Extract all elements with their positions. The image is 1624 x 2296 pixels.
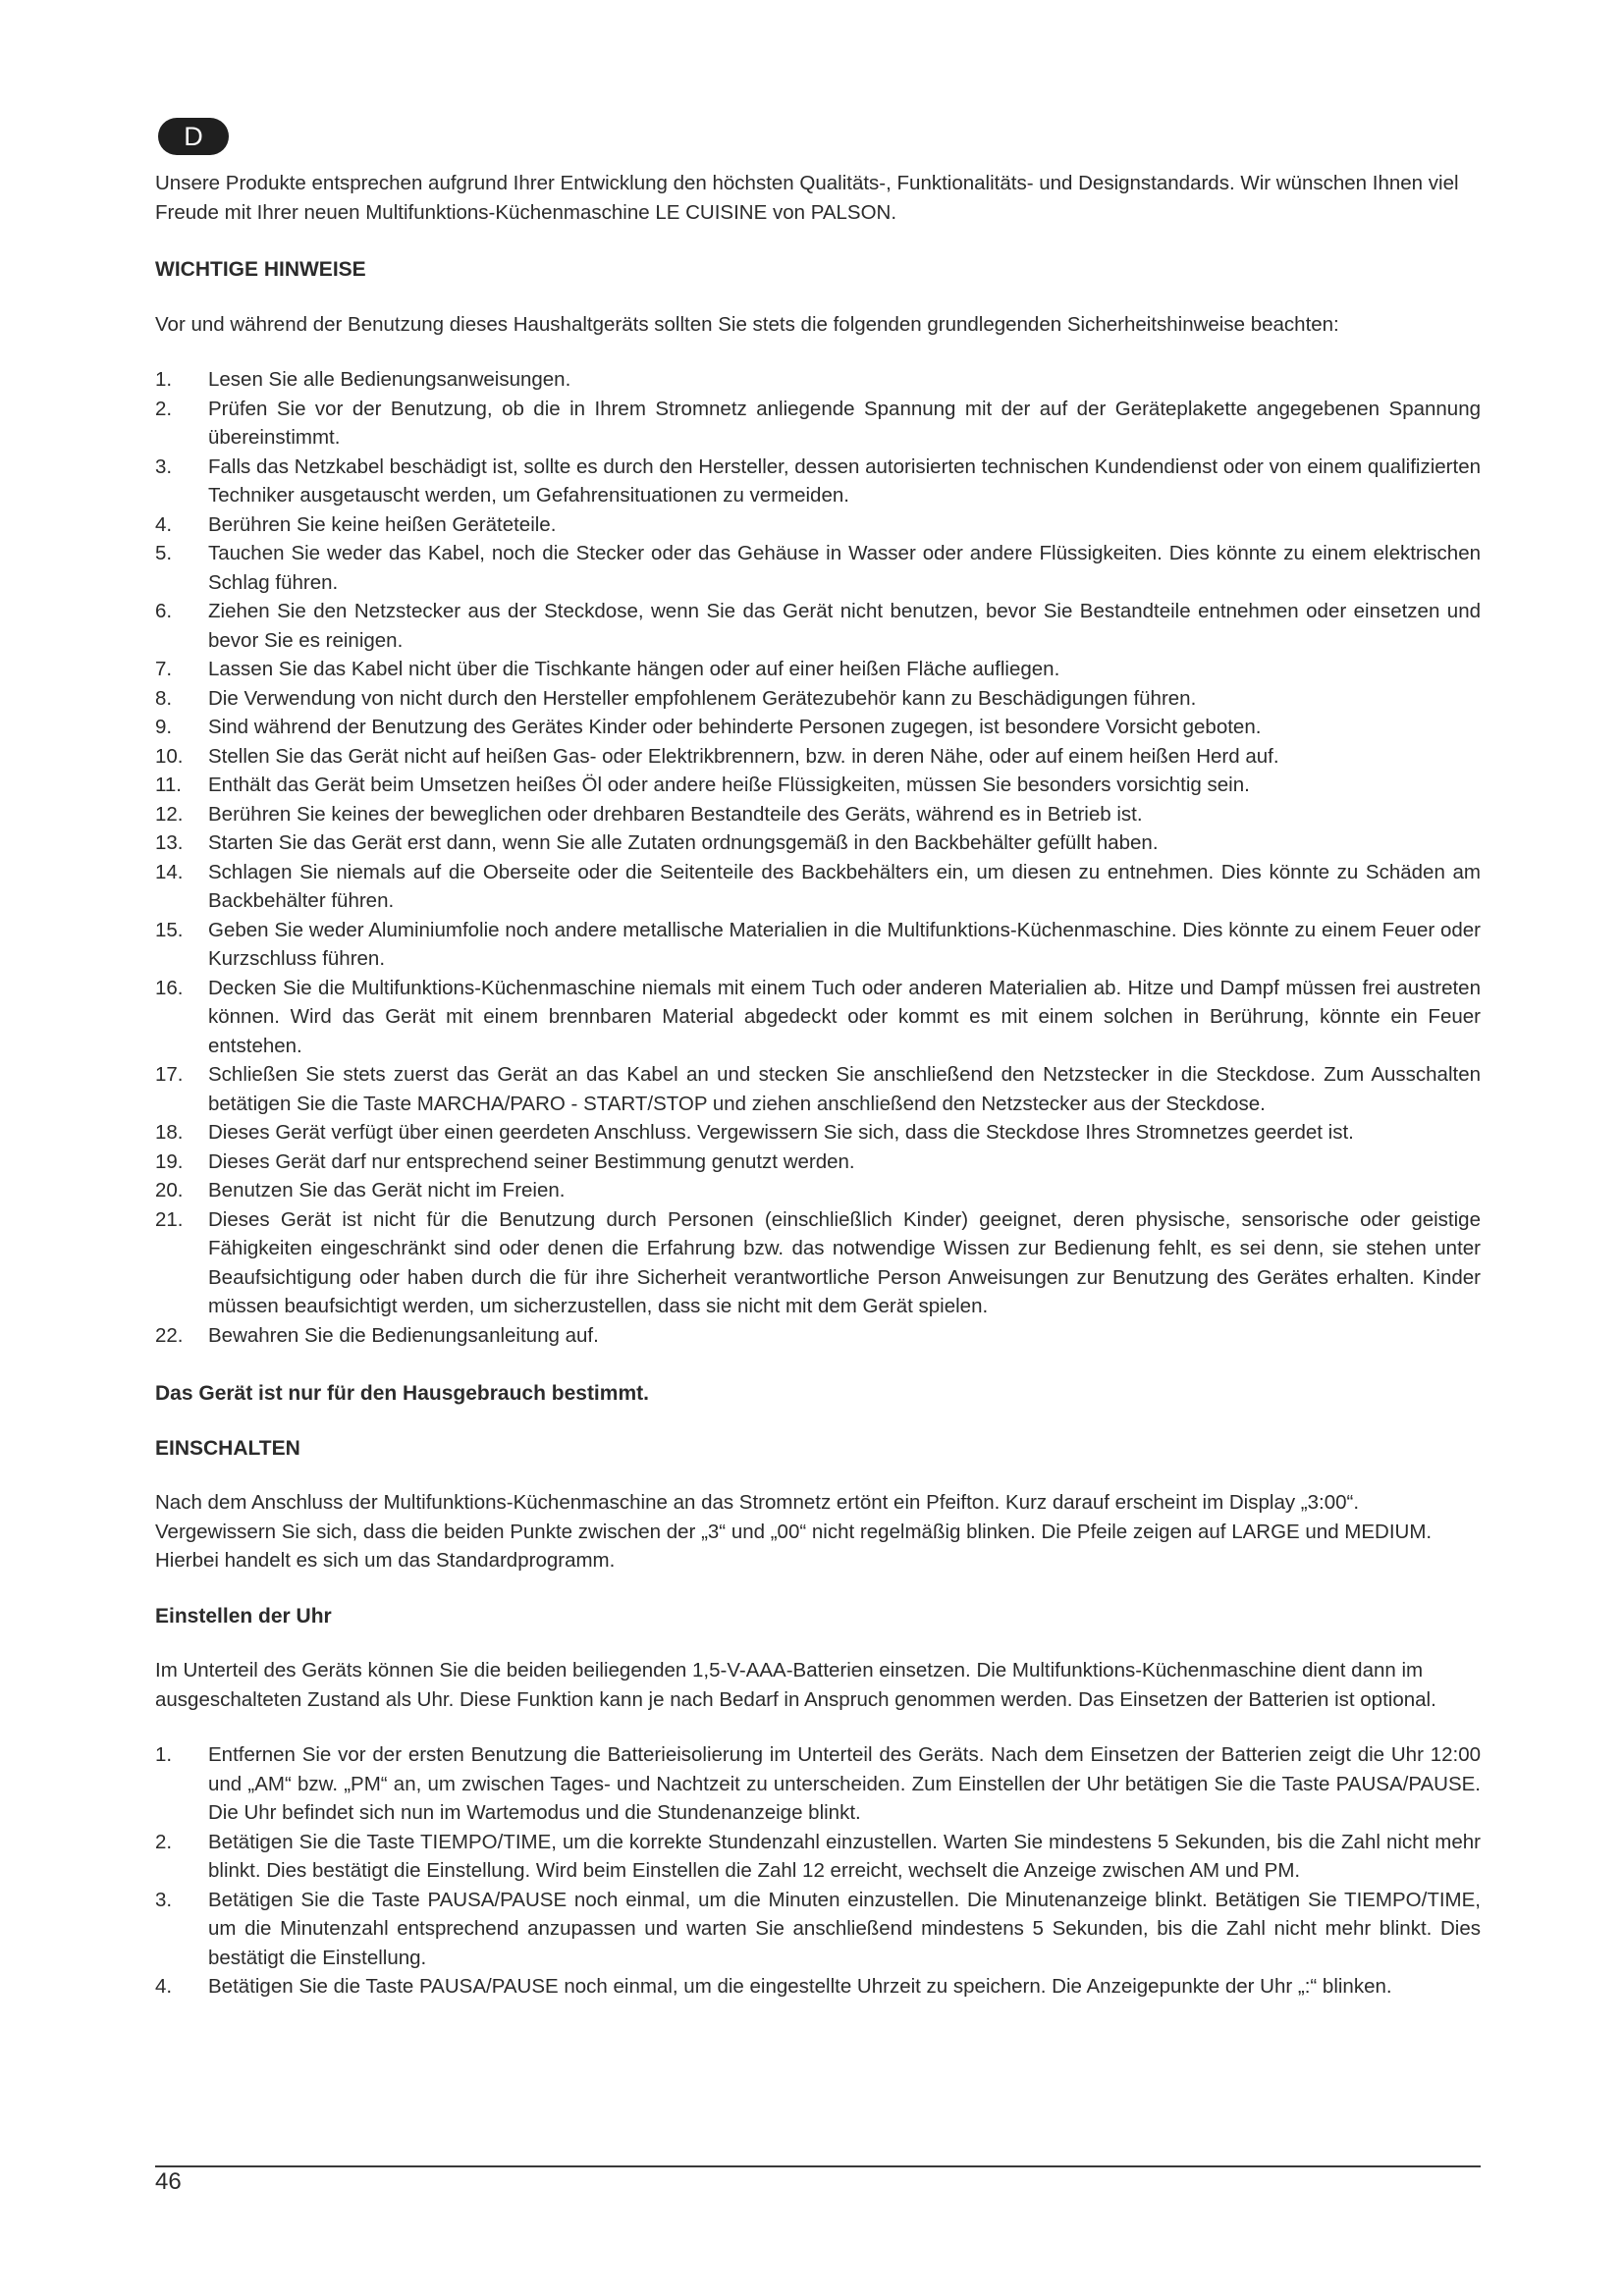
list-item (155, 1321, 1481, 1351)
list-item-number: 2. (155, 397, 173, 420)
list-item-number: 16. (155, 976, 184, 999)
list-item-text: Lesen Sie alle Bedienungsanweisungen. (208, 368, 571, 391)
list-item-number: 18. (155, 1121, 184, 1144)
list-item-number: 12. (155, 802, 184, 826)
list-item-text: Betätigen Sie die Taste PAUSA/PAUSE noch einmal, um die eingestellte Uhrzeit zu speichern. Die Anzeigepunkte der Uhr „:“ blinken. (208, 1975, 1392, 1998)
list-item (155, 539, 1481, 597)
list-item (155, 974, 1481, 1061)
list-item (155, 1148, 1481, 1177)
list-item-text: Die Verwendung von nicht durch den Hersteller empfohlenem Gerätezubehör kann zu Beschädigungen führen. (208, 686, 1197, 710)
list-item (155, 1886, 1481, 1973)
list-item (155, 453, 1481, 510)
list-item-text: Dieses Gerät ist nicht für die Benutzung durch Personen (einschließlich Kinder) geeignet, deren physische, sensorische oder geistige Fähigkeiten eingeschränkt sind oder denen die Erfahrung bzw. das notwendige Wissen zur Bedienung fehlt, es sei denn, sie stehen unter Beaufsichtigung oder haben durch die für ihre Sicherheit verantwortliche Person Anweisungen zur Benutzung des Gerätes erhalten. Kinder müssen beaufsichtigt werden, um sicherzustellen, dass sie nicht mit dem Gerät spielen. (208, 1207, 1481, 1317)
list-item (155, 655, 1481, 684)
section-title-switch-on: EINSCHALTEN (155, 1436, 300, 1460)
list-item-text: Stellen Sie das Gerät nicht auf heißen Gas- oder Elektrikbrennern, bzw. in deren Nähe, oder auf einem heißen Herd auf. (208, 744, 1279, 768)
list-item (155, 771, 1481, 800)
list-item-text: Sind während der Benutzung des Gerätes Kinder oder behinderte Personen zugegen, ist besondere Vorsicht geboten. (208, 716, 1262, 738)
list-item-number: 1. (155, 1743, 173, 1766)
list-item-text: Entfernen Sie vor der ersten Benutzung die Batterieisolierung im Unterteil des Geräts. Nach dem Einsetzen der Batterien zeigt die Uhr 12:00 und „AM“ bzw. „PM“ an, um zwischen Tages- und Nachtzeit zu unterscheiden. Zum Einstellen der Uhr betätigen Sie die Taste PAUSA/PAUSE. Die Uhr befindet sich nun im Wartemodus und die Stundenanzeige blinkt. (208, 1743, 1481, 1824)
list-item-number: 22. (155, 1323, 184, 1347)
list-item-number: 9. (155, 716, 173, 738)
list-item (155, 1828, 1481, 1886)
list-item (155, 395, 1481, 453)
list-item (155, 510, 1481, 540)
list-item (155, 742, 1481, 772)
list-item-number: 4. (155, 1975, 173, 1998)
section-title-clock: Einstellen der Uhr (155, 1604, 332, 1628)
document-body (155, 169, 1481, 2031)
list-item-number: 19. (155, 1149, 184, 1173)
list-item-text: Berühren Sie keines der beweglichen oder drehbaren Bestandteile des Geräts, während es in Betrieb ist. (208, 802, 1143, 826)
list-item (155, 365, 1481, 395)
list-item-number: 3. (155, 1888, 173, 1911)
clock-intro-paragraph: Im Unterteil des Geräts können Sie die beiden beiliegenden 1,5-V-AAA-Batterien einsetzen. Die Multifunktions-Küchenmaschine dient dann im ausgeschalteten Zustand als Uhr. Diese Funktion kann je nach Bedarf in Anspruch genommen werden. Das Einsetzen der Batterien ist optional. (155, 1659, 1436, 1711)
footer-divider (155, 2165, 1481, 2167)
list-item-text: Dieses Gerät darf nur entsprechend seiner Bestimmung genutzt werden. (208, 1149, 855, 1173)
list-item-text: Geben Sie weder Aluminiumfolie noch andere metallische Materialien in die Multifunktions-Küchenmaschine. Dies könnte zu einem Feuer oder Kurzschluss führen. (208, 918, 1481, 970)
list-item-text: Benutzen Sie das Gerät nicht im Freien. (208, 1179, 566, 1201)
list-item (155, 597, 1481, 655)
clock-steps-list (155, 1740, 1481, 2002)
list-item-number: 20. (155, 1179, 184, 1201)
list-item-text: Tauchen Sie weder das Kabel, noch die Stecker oder das Gehäuse in Wasser oder andere Flüssigkeiten. Dies könnte zu einem elektrischen Schlag führen. (208, 542, 1481, 594)
list-item (155, 1740, 1481, 1828)
list-item-number: 21. (155, 1207, 184, 1231)
list-item-number: 8. (155, 686, 173, 710)
list-item (155, 828, 1481, 858)
list-item-number: 6. (155, 600, 173, 622)
list-item-number: 11. (155, 774, 182, 796)
household-notice: Das Gerät ist nur für den Hausgebrauch bestimmt. (155, 1382, 649, 1405)
list-item-number: 5. (155, 542, 173, 564)
list-item (155, 1205, 1481, 1321)
list-item-text: Betätigen Sie die Taste TIEMPO/TIME, um die korrekte Stundenzahl einzustellen. Warten Sie mindestens 5 Sekunden, bis die Zahl nicht mehr blinkt. Dies bestätigt die Einstellung. Wird beim Einstellen die Zahl 12 erreicht, wechselt die Anzeige zwischen AM und PM. (208, 1830, 1481, 1882)
list-item-number: 15. (155, 918, 184, 941)
list-item-text: Betätigen Sie die Taste PAUSA/PAUSE noch einmal, um die Minuten einzustellen. Die Minutenanzeige blinkt. Betätigen Sie TIEMPO/TIME, um die Minutenzahl entsprechend anzupassen und warten Sie anschließend mindestens 5 Sekunden, bis die Zahl nicht mehr blinkt. Dies bestätigt die Einstellung. (208, 1888, 1481, 1969)
list-item-text: Ziehen Sie den Netzstecker aus der Steckdose, wenn Sie das Gerät nicht benutzen, bevor Sie Bestandteile entnehmen oder einsetzen und bevor Sie es reinigen. (208, 600, 1481, 652)
list-item-number: 4. (155, 512, 173, 536)
language-badge: D (158, 118, 229, 155)
list-item-text: Decken Sie die Multifunktions-Küchenmaschine niemals mit einem Tuch oder anderen Materialien ab. Hitze und Dampf müssen frei austreten können. Wird das Gerät mit einem brennbaren Material abgedeckt oder kommt es mit einem solchen in Berührung, könnte ein Feuer entstehen. (208, 976, 1481, 1057)
list-item-number: 13. (155, 831, 184, 854)
list-item-text: Starten Sie das Gerät erst dann, wenn Sie alle Zutaten ordnungsgemäß in den Backbehälter gefüllt haben. (208, 831, 1159, 854)
list-item-text: Prüfen Sie vor der Benutzung, ob die in Ihrem Stromnetz anliegende Spannung mit der auf der Geräteplakette angegebenen Spannung übereinstimmt. (208, 397, 1481, 449)
intro-paragraph: Unsere Produkte entsprechen aufgrund Ihrer Entwicklung den höchsten Qualitäts-, Funktionalitäts- und Designstandards. Wir wünschen Ihnen viel Freude mit Ihrer neuen Multifunktions-Küchenmaschine LE CUISINE von PALSON. (155, 172, 1459, 224)
switch-on-paragraph: Nach dem Anschluss der Multifunktions-Küchenmaschine an das Stromnetz ertönt ein Pfeifton. Kurz darauf erscheint im Display „3:00“. Vergewissern Sie sich, dass die beiden Punkte zwischen der „3“ und „00“ nicht regelmäßig blinken. Die Pfeile zeigen auf LARGE und MEDIUM. Hierbei handelt es sich um das Standardprogramm. (155, 1491, 1433, 1572)
list-item-number: 17. (155, 1063, 184, 1086)
list-item-number: 10. (155, 744, 184, 768)
list-item-text: Schließen Sie stets zuerst das Gerät an das Kabel an und stecken Sie anschließend den Netzstecker in die Steckdose. Zum Ausschalten betätigen Sie die Taste MARCHA/PARO - START/STOP und ziehen anschließend den Netzstecker aus der Steckdose. (208, 1063, 1481, 1115)
list-item-text: Bewahren Sie die Bedienungsanleitung auf. (208, 1323, 599, 1347)
list-item-number: 7. (155, 658, 173, 680)
list-item-number: 1. (155, 368, 173, 391)
safety-list (155, 365, 1481, 1350)
list-item (155, 1118, 1481, 1148)
list-item-number: 2. (155, 1830, 173, 1853)
list-item-text: Schlagen Sie niemals auf die Oberseite oder die Seitenteile des Backbehälters ein, um diesen zu entnehmen. Dies könnte zu Schäden am Backbehälter führen. (208, 860, 1481, 912)
page-number: 46 (155, 2168, 182, 2195)
list-item (155, 916, 1481, 974)
list-item (155, 858, 1481, 916)
list-item (155, 1972, 1481, 2002)
list-item (155, 684, 1481, 714)
list-item-text: Dieses Gerät verfügt über einen geerdeten Anschluss. Vergewissern Sie sich, dass die Steckdose Ihres Stromnetzes geerdet ist. (208, 1121, 1354, 1144)
list-item-text: Enthält das Gerät beim Umsetzen heißes Öl oder andere heiße Flüssigkeiten, müssen Sie besonders vorsichtig sein. (208, 774, 1250, 796)
list-item-number: 14. (155, 860, 184, 883)
list-item (155, 713, 1481, 742)
section-title-important-notes: WICHTIGE HINWEISE (155, 258, 366, 281)
list-item (155, 800, 1481, 829)
list-item (155, 1176, 1481, 1205)
list-item-number: 3. (155, 454, 173, 478)
list-item-text: Falls das Netzkabel beschädigt ist, sollte es durch den Hersteller, dessen autorisierten technischen Kundendienst oder von einem qualifizierten Techniker ausgetauscht werden, um Gefahrensituationen zu vermeiden. (208, 454, 1481, 507)
list-item-text: Berühren Sie keine heißen Geräteteile. (208, 512, 557, 536)
safety-lead: Vor und während der Benutzung dieses Haushaltgeräts sollten Sie stets die folgenden grundlegenden Sicherheitshinweise beachten: (155, 312, 1339, 336)
list-item-text: Lassen Sie das Kabel nicht über die Tischkante hängen oder auf einer heißen Fläche aufliegen. (208, 658, 1060, 680)
list-item (155, 1060, 1481, 1118)
